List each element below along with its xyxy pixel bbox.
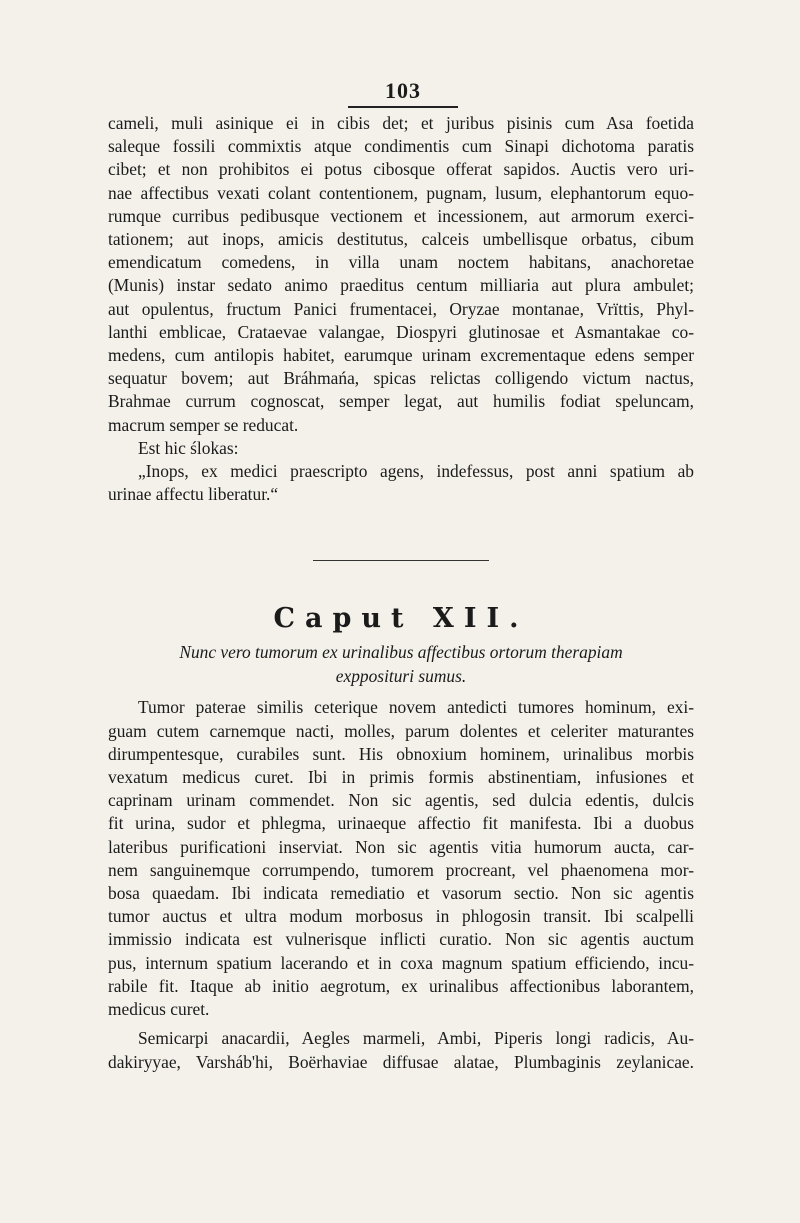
text-line: nem sanguinemque corrumpendo, tumorem procreant, vel phaenomena mor- — [108, 859, 694, 880]
text-line: guam cutem carnemque nacti, molles, parum dolentes et celeriter maturantes — [108, 720, 694, 741]
quote-line: urinae affectu liberatur.“ — [108, 484, 279, 505]
text-line: cameli, muli asinique ei in cibis det; et juribus pisinis cum Asa foetida — [108, 113, 694, 133]
text-line: (Munis) instar sedato animo praeditus centum milliaria aut plura ambulet; — [108, 275, 694, 296]
paragraph-remedies — [108, 1027, 694, 1073]
text-line: cibet; et non prohibitos ei potus cibosque offerat sapidos. Auctis vero uri- — [108, 159, 694, 180]
subtitle-line: Nunc vero tumorum ex urinalibus affectibus ortorum therapiam — [179, 642, 623, 663]
text-line: dirumpentesque, curabiles sunt. His obnoxium hominem, urinalibus morbis — [108, 743, 694, 764]
text-line: Brahmae currum cognoscat, semper legat, aut humilis fodiat speluncam, — [108, 391, 694, 412]
paragraph-tumors — [108, 696, 694, 1021]
text-line: rumque curribus pedibusque vectionem et incessionem, aut armorum exerci- — [108, 205, 694, 226]
subtitle-line: expposituri sumus. — [335, 666, 467, 687]
text-line: macrum semper se reducat. — [108, 414, 299, 435]
text-line: nae affectibus vexati colant contentionem, pugnam, lusum, elephantorum equo- — [108, 182, 694, 203]
text-line: medens, cum antilopis habitet, earumque urinam excrementaque edens semper — [108, 345, 694, 366]
text-line: aut opulentus, fructum Panici frumentacei, Oryzae montanae, Vrïttis, Phyl- — [108, 298, 694, 319]
text-line: rabile fit. Itaque ab initio aegrotum, ex urinalibus affectionibus laborantem, — [108, 975, 694, 996]
chapter-subtitle — [108, 640, 694, 688]
text-line: caprinam urinam commendet. Non sic agentis, sed dulcia edentis, dulcis — [108, 790, 694, 811]
chapter-title: Caput XII. — [273, 603, 529, 635]
text-line: Tumor paterae similis ceterique novem antedicti tumores hominum, exi- — [138, 697, 694, 718]
text-line: medicus curet. — [108, 999, 210, 1020]
book-page — [108, 78, 694, 1074]
paragraph-diet — [108, 112, 694, 437]
text-line: lanthi emblicae, Crataevae valangae, Diospyri glutinosae et Asmantakae co- — [108, 321, 694, 342]
sloka-heading: Est hic ślokas: — [138, 437, 239, 458]
section-divider — [313, 560, 489, 561]
text-line: Semicarpi anacardii, Aegles marmeli, Ambi, Piperis longi radicis, Au- — [138, 1028, 694, 1049]
text-line: lateribus purificationi inserviat. Non sic agentis vitia humorum aucta, car- — [108, 836, 694, 857]
text-line: pus, internum spatium lacerando et in coxa magnum spatium efficiendo, incu- — [108, 952, 694, 973]
text-line: vexatum medicus curet. Ibi in primis formis abstinentiam, infusiones et — [108, 767, 694, 788]
text-line: dakiryyae, Varsháb'hi, Boërhaviae diffusae alatae, Plumbaginis zeylanicae. — [108, 1051, 694, 1072]
text-line: bosa quaedam. Ibi indicata remediatio et vasorum sectio. Non sic agentis — [108, 883, 694, 904]
text-line: immissio indicata est vulnerisque inflicti curatio. Non sic agentis auctum — [108, 929, 694, 950]
text-line: tationem; aut inops, amicis destitutus, calceis umbellisque orbatus, cibum — [108, 229, 694, 250]
text-line: fit urina, sudor et phlegma, urinaeque affectio fit manifesta. Ibi a duobus — [108, 813, 694, 834]
text-line: emendicatum comedens, in villa unam noctem habitans, anachoretae — [108, 252, 694, 273]
quote-line: „Inops, ex medici praescripto agens, indefessus, post anni spatium ab — [138, 461, 694, 482]
text-line: saleque fossili commixtis atque condimentis cum Sinapi dichotoma paratis — [108, 136, 694, 157]
text-line: tumor auctus et ultra modum morbosus in phlogosin transit. Ibi scalpelli — [108, 906, 694, 927]
quote-block — [108, 460, 694, 506]
page-number: 103 — [348, 78, 458, 108]
text-line: sequatur bovem; aut Bráhmańa, spicas relictas colligendo victum nactus, — [108, 368, 694, 389]
